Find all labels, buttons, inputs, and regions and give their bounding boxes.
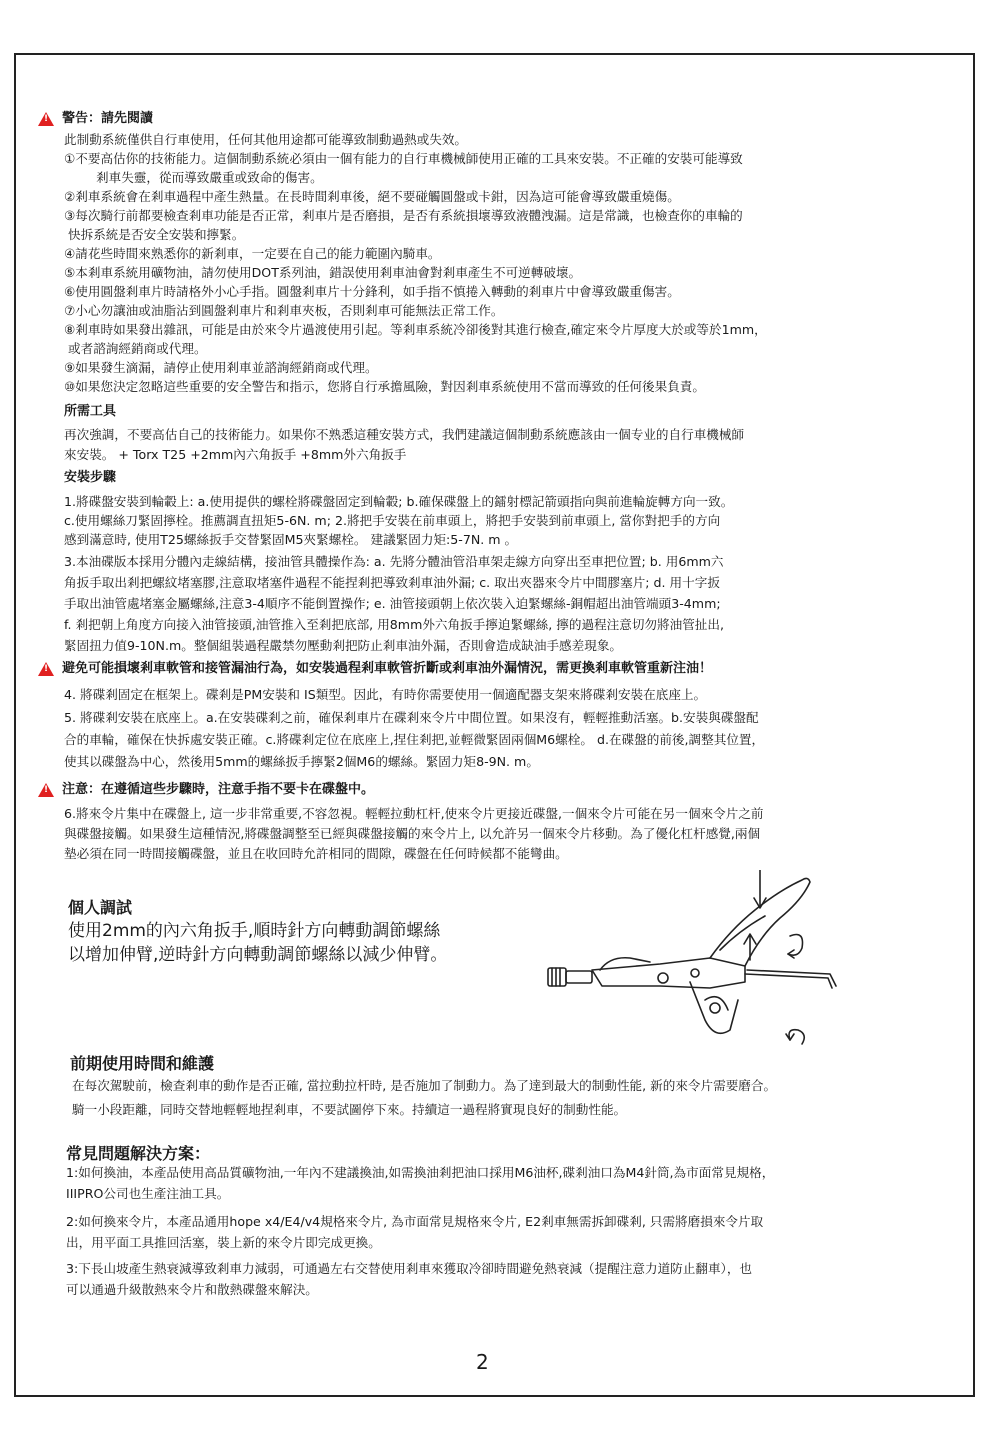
install-step5-line: 使其以碟盤為中心，然後用5mm的螺絲扳手擰緊2個M6的螺絲。緊固力矩8-9N. m。 [64, 754, 539, 769]
tools-line: 來安裝。 + Torx T25 +2mm內六角扳手 +8mm外六角扳手 [64, 447, 407, 462]
install-step3-line: 緊固扭力值9-10N.m。整個組裝過程嚴禁勿壓動剎把防止剎車油外漏，否則會造成缺油手感差現象。 [64, 638, 623, 653]
warning-line: ⑤本剎車系統用礦物油，請勿使用DOT系列油，錯誤使用剎車油會對剎車產生不可逆轉破壞。 [64, 265, 582, 280]
finger-warning-title: 注意：在遵循這些步驟時，注意手指不要卡在碟盤中。 [62, 782, 375, 797]
page-number: 2 [476, 1350, 489, 1374]
warning-icon [38, 662, 54, 676]
install-step6-line: 墊必須在同一時間接觸碟盤，並且在收回時允許相同的間隙，碟盤在任何時候都不能彎曲。 [64, 846, 568, 861]
install-title: 安裝步驟 [64, 470, 117, 485]
install-step4: 4. 將碟剎固定在框架上。碟剎是PM安裝和 IS類型。因此，有時你需要使用一個適配器支架來將碟剎安裝在底座上。 [64, 687, 707, 702]
install-step6-line: 與碟盤接觸。如果發生這種情況,將碟盤調整至已經與碟盤接觸的來令片上, 以允許另一個來令片移動。為了優化杠杆感覺,兩個 [64, 826, 761, 841]
install-step1-line: c.使用螺絲刀緊固擰栓。推薦調直扭矩5-6N. m; 2.將把手安裝在前車頭上，將把手安裝到前車頭上, 當你對把手的方向 [64, 513, 721, 528]
warning-line: ⑧剎車時如果發出雜訊，可能是由於來令片過渡使用引起。等剎車系統冷卻後對其進行檢查,確定來令片厚度大於或等於1mm， [64, 322, 767, 337]
faq-line: IIIPRO公司也生產注油工具。 [66, 1186, 230, 1201]
brake-lever-diagram-icon [540, 870, 840, 1070]
personal-line: 使用2mm的內六角扳手,順時針方向轉動調節螺絲 [68, 921, 441, 941]
personal-line: 以增加伸臂,逆時針方向轉動調節螺絲以減少伸臂。 [68, 945, 448, 965]
warning-line: ⑩如果您決定忽略這些重要的安全警告和指示，您將自行承擔風險，對因剎車系統使用不當而導致的任何後果負責。 [64, 379, 705, 394]
faq-line: 3:下長山坡產生熱衰減導致剎車力減弱，可通過左右交替使用剎車來獲取冷卻時間避免熱衰減（提醒注意力道防止翻車），也 [66, 1261, 753, 1276]
tools-line: 再次強調，不要高估自己的技術能力。如果你不熟悉這種安裝方式，我們建議這個制動系統應該由一個专业的自行車機械師 [64, 427, 745, 442]
warning-line: ③每次騎行前都要檢查剎車功能是否正常，剎車片是否磨損，是否有系統損壞導致液體洩漏。這是常識，也檢查你的車輪的 [64, 208, 743, 223]
faq-line: 2:如何換來令片，本產品通用hope x4/E4/v4規格來令片, 為市面常見規格來令片, E2剎車無需拆卸碟剎, 只需將磨損來令片取 [66, 1214, 764, 1229]
warning-icon [38, 112, 54, 126]
warning-line: ②剎車系統會在剎車過程中產生熱量。在長時間剎車後，絕不要碰觸圓盤或卡鉗，因為這可能會導致嚴重燒傷。 [64, 189, 680, 204]
install-step3-line: 手取出油管處堵塞金屬螺絲,注意3-4順序不能倒置操作; e. 油管接頭朝上依次裝入迫緊螺絲-銅帽超出油管端頭3-4mm; [64, 596, 721, 611]
maintenance-line: 騎一小段距離，同時交替地輕輕地捏剎車，不要試圖停下來。持續這一過程將實現良好的制動性能。 [72, 1102, 627, 1117]
warning-line: 剎車失靈，從而導致嚴重或致命的傷害。 [96, 170, 323, 185]
personal-title: 個人調試 [68, 898, 133, 917]
warning-line: ⑨如果發生滴漏，請停止使用剎車並諮詢經銷商或代理。 [64, 360, 378, 375]
maintenance-title: 前期使用時間和維護 [70, 1054, 215, 1073]
warning-line: ⑥使用圓盤剎車片時請格外小心手指。圓盤剎車片十分鋒利，如手指不慎捲入轉動的剎車片中會導致嚴重傷害。 [64, 284, 680, 299]
hose-warning-title: 避免可能損壞剎車軟管和接管漏油行為，如安裝過程剎車軟管折斷或剎車油外漏情況，需更換剎車軟管重新注油！ [62, 661, 713, 676]
warning-title: 警告：請先閱讀 [62, 111, 154, 126]
warning-line: 快拆系統是否安全安裝和擰緊。 [68, 227, 245, 242]
warning-line: ①不要高估你的技術能力。這個制動系統必須由一個有能力的自行車機械師使用正確的工具來安裝。不正確的安裝可能導致 [64, 151, 743, 166]
faq-line: 可以通過升級散熱來令片和散熱碟盤來解決。 [66, 1282, 318, 1297]
install-step6-line: 6.將來令片集中在碟盤上, 這一步非常重要,不容忽視。輕輕拉動杠杆,使來令片更接近碟盤,一個來令片可能在另一個來令片之前 [64, 806, 764, 821]
faq-line: 出，用平面工具推回活塞，裝上新的來令片即完成更換。 [66, 1235, 381, 1250]
warning-line: 此制動系統僅供自行車使用，任何其他用途都可能導致制動過熱或失效。 [64, 132, 467, 147]
install-step5-line: 5. 將碟剎安裝在底座上。a.在安裝碟剎之前，確保剎車片在碟剎來令片中間位置。如果沒有，輕輕推動活塞。b.安裝與碟盤配 [64, 710, 759, 725]
install-step1-line: 感到滿意時, 使用T25螺絲扳手交替緊固M5夾緊螺栓。 建議緊固力矩:5-7N. m 。 [64, 532, 518, 547]
tools-title: 所需工具 [64, 404, 117, 419]
install-step3-line: 3.本油碟版本採用分體內走線結構，接油管具體操作為: a. 先將分體油管沿車架走線方向穿出至車把位置; b. 用6mm六 [64, 554, 724, 569]
faq-title: 常見問題解決方案： [66, 1144, 211, 1163]
warning-line: ⑦小心勿讓油或油脂沾到圓盤剎車片和剎車夾板，否則剎車可能無法正常工作。 [64, 303, 504, 318]
faq-line: 1:如何換油，本產品使用高品質礦物油,一年內不建議換油,如需換油剎把油口採用M6油杯,碟剎油口為M4針筒,為市面常見規格， [66, 1165, 775, 1180]
install-step3-line: 角扳手取出剎把螺紋堵塞膠,注意取堵塞件過程不能捏剎把導致剎車油外漏; c. 取出夾器來令片中間膠塞片; d. 用十字扳 [64, 575, 720, 590]
maintenance-line: 在每次駕駛前，檢查剎車的動作是否正確, 當拉動拉杆時, 是否施加了制動力。為了達到最大的制動性能, 新的來令片需要磨合。 [72, 1078, 777, 1093]
warning-line: ④請花些時間來熟悉你的新剎車，一定要在自己的能力範圍內騎車。 [64, 246, 441, 261]
install-step5-line: 合的車輪，確保在快拆處安裝正確。c.將碟剎定位在底座上,捏住剎把,並輕微緊固兩個M6螺栓。 d.在碟盤的前後,調整其位置， [64, 732, 765, 747]
warning-line: 或者諮詢經銷商或代理。 [68, 341, 207, 356]
install-step3-line: f. 剎把朝上角度方向接入油管接頭,油管推入至剎把底部, 用8mm外六角扳手擰迫緊螺絲, 擰的過程注意切勿將油管扯出, [64, 617, 724, 632]
install-step1-line: 1.將碟盤安裝到輪轂上: a.使用提供的螺栓將碟盤固定到輪轂; b.確保碟盤上的鐳射標記箭頭指向與前進輪旋轉方向一致。 [64, 494, 734, 509]
warning-icon [38, 783, 54, 797]
